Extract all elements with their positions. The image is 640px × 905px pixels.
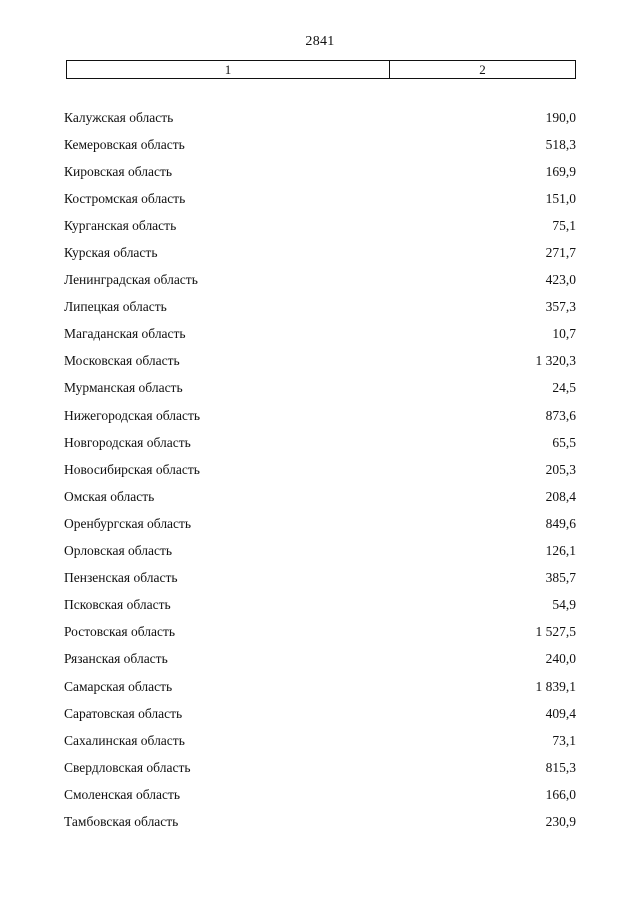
table-row	[64, 429, 576, 456]
table-row	[64, 104, 576, 131]
table-row	[64, 538, 576, 565]
region-name: Московская область	[64, 353, 180, 369]
region-value: 208,4	[545, 488, 576, 504]
table-row	[64, 619, 576, 646]
table-row	[64, 727, 576, 754]
region-name: Костромская область	[64, 190, 186, 206]
region-name: Рязанская область	[64, 651, 168, 667]
table-row	[64, 592, 576, 619]
region-name: Магаданская область	[64, 326, 186, 342]
table-row	[64, 375, 576, 402]
region-value: 409,4	[545, 705, 576, 721]
region-value: 54,9	[552, 597, 576, 613]
region-value: 849,6	[545, 515, 576, 531]
table-row	[64, 700, 576, 727]
table-row	[64, 158, 576, 185]
region-name: Курганская область	[64, 217, 177, 233]
region-name: Свердловская область	[64, 759, 191, 775]
region-value: 10,7	[552, 326, 576, 342]
table-row	[64, 483, 576, 510]
column-header-1: 1	[67, 61, 390, 78]
table-row	[64, 294, 576, 321]
region-name: Кировская область	[64, 163, 173, 179]
region-value: 126,1	[545, 543, 576, 559]
table-row	[64, 781, 576, 808]
region-value: 65,5	[552, 434, 576, 450]
region-value: 75,1	[552, 217, 576, 233]
region-value: 873,6	[545, 407, 576, 423]
table-row	[64, 212, 576, 239]
column-header-2: 2	[479, 62, 486, 77]
region-name: Омская область	[64, 488, 155, 504]
region-name: Саратовская область	[64, 705, 183, 721]
region-value: 357,3	[545, 299, 576, 315]
table-row	[64, 185, 576, 212]
region-name: Тамбовская область	[64, 813, 179, 829]
region-name: Новгородская область	[64, 434, 191, 450]
region-value: 1 527,5	[535, 624, 576, 640]
table-row	[64, 348, 576, 375]
region-value: 240,0	[545, 651, 576, 667]
region-value: 190,0	[545, 109, 576, 125]
table-row	[64, 673, 576, 700]
region-value: 151,0	[545, 190, 576, 206]
region-name: Псковская область	[64, 597, 171, 613]
region-name: Новосибирская область	[64, 461, 200, 477]
region-value: 1 320,3	[535, 353, 576, 369]
table-row	[64, 267, 576, 294]
region-value: 73,1	[552, 732, 576, 748]
region-value: 169,9	[545, 163, 576, 179]
table-row	[64, 131, 576, 158]
region-name: Самарская область	[64, 678, 173, 694]
region-name: Калужская область	[64, 109, 174, 125]
column-header-row	[66, 60, 576, 79]
region-name: Оренбургская область	[64, 515, 192, 531]
table-row	[64, 510, 576, 537]
region-value: 385,7	[545, 570, 576, 586]
region-value: 24,5	[552, 380, 576, 396]
table-row	[64, 808, 576, 835]
region-value: 271,7	[545, 245, 576, 261]
region-table	[64, 104, 576, 836]
region-name: Орловская область	[64, 543, 173, 559]
table-row	[64, 402, 576, 429]
region-name: Смоленская область	[64, 786, 181, 802]
region-value: 423,0	[545, 272, 576, 288]
page-number: 2841	[305, 34, 335, 49]
table-row	[64, 321, 576, 348]
region-name: Сахалинская область	[64, 732, 185, 748]
region-value: 230,9	[545, 813, 576, 829]
region-name: Пензенская область	[64, 570, 178, 586]
region-name: Ростовская область	[64, 624, 175, 640]
region-value: 205,3	[545, 461, 576, 477]
region-name: Мурманская область	[64, 380, 183, 396]
region-name: Кемеровская область	[64, 136, 185, 152]
table-row	[64, 456, 576, 483]
region-name: Ленинградская область	[64, 272, 198, 288]
table-row	[64, 565, 576, 592]
region-value: 166,0	[545, 786, 576, 802]
region-value: 815,3	[545, 759, 576, 775]
table-row	[64, 754, 576, 781]
region-name: Нижегородская область	[64, 407, 201, 423]
region-value: 1 839,1	[535, 678, 576, 694]
table-row	[64, 646, 576, 673]
region-name: Липецкая область	[64, 299, 167, 315]
table-row	[64, 239, 576, 266]
region-value: 518,3	[545, 136, 576, 152]
region-name: Курская область	[64, 245, 158, 261]
